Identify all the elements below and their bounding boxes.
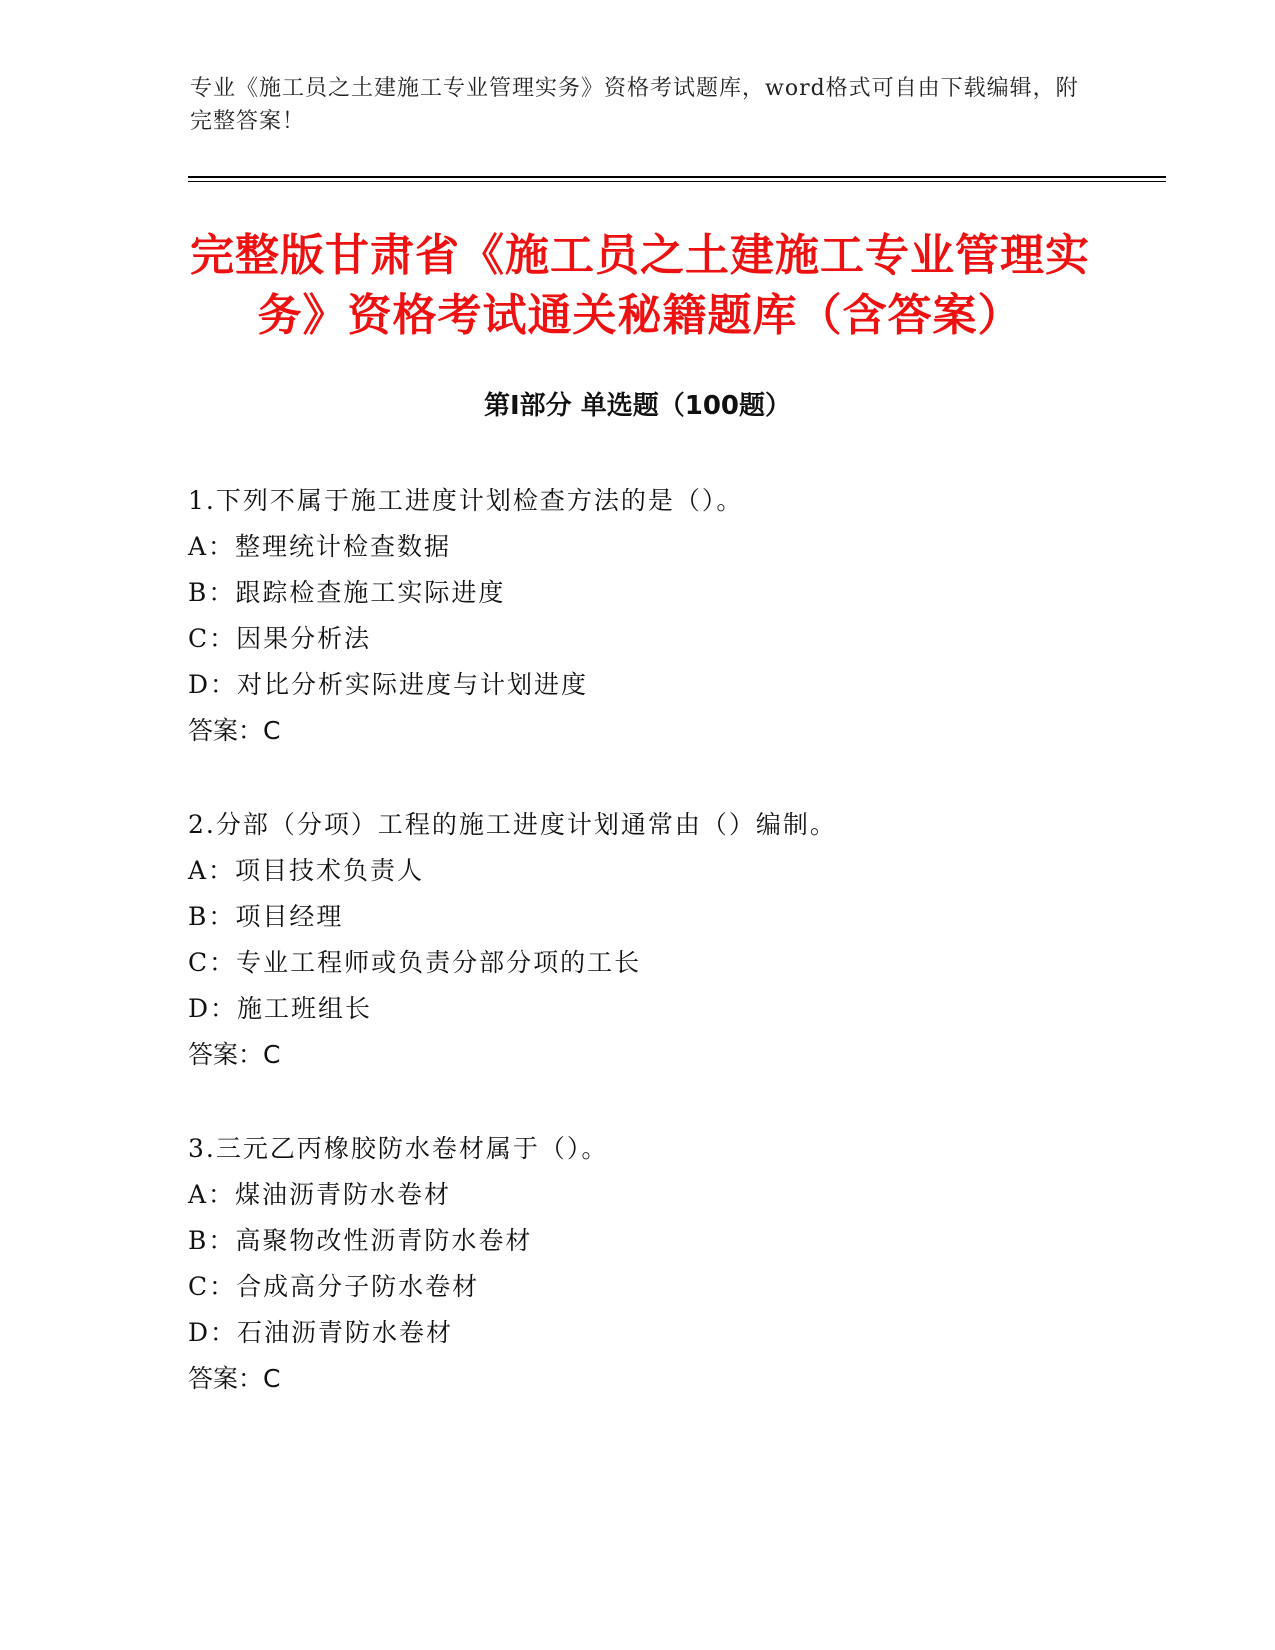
question-2: [188, 802, 1138, 1078]
option-d: D：施工班组长: [188, 994, 373, 1023]
option-b: B：跟踪检查施工实际进度: [188, 578, 506, 607]
option-c: C：因果分析法: [188, 624, 372, 653]
question-stem: 2.分部（分项）工程的施工进度计划通常由（）编制。: [188, 810, 837, 839]
option-c: C：合成高分子防水卷材: [188, 1272, 480, 1301]
question-stem: 3.三元乙丙橡胶防水卷材属于（）。: [188, 1134, 609, 1163]
option-a: A：项目技术负责人: [188, 856, 425, 885]
header-rule-thin: [188, 181, 1166, 182]
header-rule-thick: [188, 176, 1166, 178]
answer-line: 答案：C: [188, 1040, 281, 1069]
option-d: D：对比分析实际进度与计划进度: [188, 670, 589, 699]
option-c: C：专业工程师或负责分部分项的工长: [188, 948, 642, 977]
question-list: [188, 478, 1138, 1450]
option-b: B：高聚物改性沥青防水卷材: [188, 1226, 533, 1255]
question-1: [188, 478, 1138, 754]
question-3: [188, 1126, 1138, 1402]
option-d: D：石油沥青防水卷材: [188, 1318, 454, 1347]
option-a: A：煤油沥青防水卷材: [188, 1180, 452, 1209]
section-heading: 第Ⅰ部分 单选题（100题）: [484, 391, 791, 421]
document-title: 完整版甘肃省《施工员之土建施工专业管理实务》资格考试通关秘籍题库（含答案）: [190, 230, 1090, 341]
answer-line: 答案：C: [188, 716, 281, 745]
question-stem: 1.下列不属于施工进度计划检查方法的是（）。: [188, 486, 744, 515]
answer-line: 答案：C: [188, 1364, 281, 1393]
header-note: 专业《施工员之土建施工专业管理实务》资格考试题库，word格式可自由下载编辑，附完整答案！: [190, 76, 1079, 134]
option-b: B：项目经理: [188, 902, 344, 931]
option-a: A：整理统计检查数据: [188, 532, 452, 561]
